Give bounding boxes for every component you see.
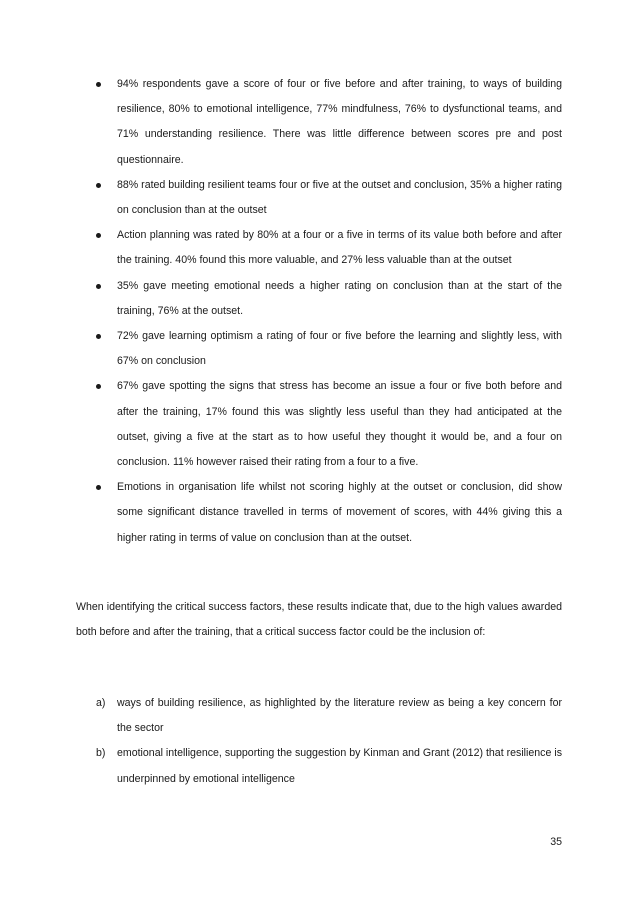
body-paragraph: When identifying the critical success factors, these results indicate that, due to the high values awarded both before and after the training, that a critical success factor could be the inclusion of: (76, 601, 562, 639)
bullet-dot-icon (96, 233, 101, 238)
bullet-dot-icon (96, 485, 101, 490)
bullet-item: 72% gave learning optimism a rating of four or five before the learning and slightly less, with 67% on conclusion (96, 324, 562, 374)
bullet-dot-icon (96, 334, 101, 339)
bullet-item: Action planning was rated by 80% at a four or a five in terms of its value both before and after the training. 40% found this more valuable, and 27% less valuable than at the outset (96, 223, 562, 273)
bullet-dot-icon (96, 284, 101, 289)
page-number: 35 (550, 836, 562, 848)
bullet-item: Emotions in organisation life whilst not scoring highly at the outset or conclusion, did show some significant distance travelled in terms of movement of scores, with 44% giving this a higher rating in terms of value on conclusion than at the outset. (96, 475, 562, 551)
findings-bullet-list (96, 72, 562, 551)
list-item: a) ways of building resilience, as highlighted by the literature review as being a key concern for the sector (96, 691, 562, 741)
bullet-item: 88% rated building resilient teams four or five at the outset and conclusion, 35% a higher rating on conclusion than at the outset (96, 173, 562, 223)
bullet-item: 35% gave meeting emotional needs a higher rating on conclusion than at the start of the training, 76% at the outset. (96, 274, 562, 324)
bullet-item: 67% gave spotting the signs that stress has become an issue a four or five both before and after the training, 17% found this was slightly less useful than they had anticipated at the outset, giving a five at the start as to how useful they thought it would be, and a four on conclusion. 11% however raised their rating from a four to a five. (96, 374, 562, 475)
bullet-dot-icon (96, 82, 101, 87)
bullet-dot-icon (96, 384, 101, 389)
list-item: b) emotional intelligence, supporting the suggestion by Kinman and Grant (2012) that resilience is underpinned by emotional intelligence (96, 741, 562, 791)
bullet-dot-icon (96, 183, 101, 188)
list-marker: a) (96, 697, 106, 709)
success-factor-list (96, 691, 562, 792)
list-marker: b) (96, 747, 106, 760)
bullet-item: 94% respondents gave a score of four or five before and after training, to ways of building resilience, 80% to emotional intelligence, 77% mindfulness, 76% to dysfunctional teams, and 71% understanding resilience. There was little difference between scores pre and post questionnaire. (96, 72, 562, 173)
